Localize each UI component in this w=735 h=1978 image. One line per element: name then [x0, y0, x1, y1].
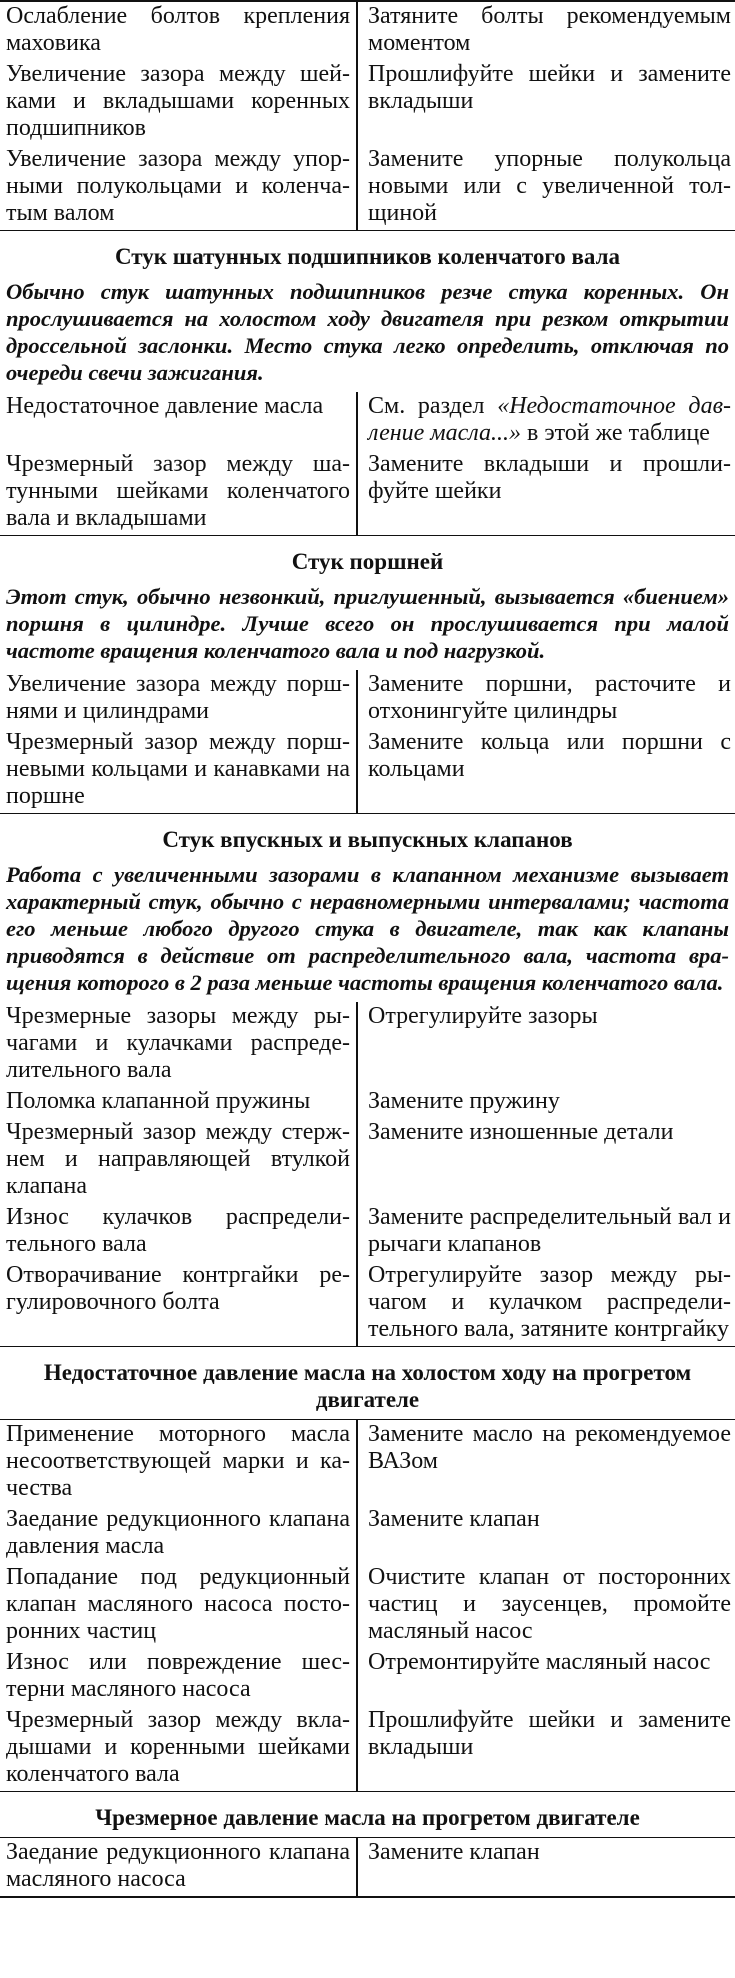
table-row — [0, 1002, 735, 1087]
table-row — [0, 1706, 735, 1791]
remedy-cell: Затяните болты рекомендуемым моментом — [368, 3, 731, 56]
cause-cell: Недостаточное давление масла — [0, 392, 358, 450]
cause-cell: Заедание редукционного клапана масляного насоса — [0, 1838, 358, 1896]
cause-cell: Применение моторного масла несоответствующей марки и качества — [0, 1420, 358, 1505]
table-row — [0, 145, 735, 230]
cause-cell: Ослабление болтов крепления маховика — [0, 2, 358, 60]
cause-cell: Заедание редукционного клапана давления масла — [0, 1505, 358, 1563]
remedy-cell: Отрегулируйте зазор между рычагом и кулачком распределительного вала, затяните контргайку — [368, 1262, 731, 1342]
cause-cell: Чрезмерный зазор между шатунными шейками коленчатого вала и вкладышами — [0, 450, 358, 535]
cause-cell: Чрезмерный зазор между стержнем и направляющей втулкой клапана — [0, 1118, 358, 1203]
table-row — [0, 1087, 735, 1118]
table-row — [0, 392, 735, 450]
table-row — [0, 670, 735, 728]
section-heading: Недостаточное давление масла на холостом ходу на прогретом двигателе — [0, 1346, 735, 1419]
remedy-cell: Замените упорные полукольца новыми или с увеличенной толщиной — [368, 146, 731, 226]
cause-cell: Попадание под редукционный клапан масляного насоса посторонних частиц — [0, 1563, 358, 1648]
remedy-cell: Замените клапан — [368, 1506, 540, 1532]
section-heading: Чрезмерное давление масла на прогретом двигателе — [0, 1791, 735, 1837]
cause-cell: Поломка клапанной пружины — [0, 1087, 358, 1118]
cause-cell: Увеличение зазора между упорными полукольцами и коленчатым валом — [0, 145, 358, 230]
cause-cell: Увеличение зазора между поршнями и цилиндрами — [0, 670, 358, 728]
table-row — [0, 1261, 735, 1346]
section-heading: Стук шатунных подшипников коленчатого вала — [0, 230, 735, 276]
table-row — [0, 1648, 735, 1706]
remedy-cell: Замените вкладыши и прошлифуйте шейки — [368, 451, 731, 504]
remedy-text: в этой же таблице — [521, 420, 710, 446]
table-row — [0, 1563, 735, 1648]
remedy-cell — [358, 392, 735, 450]
section-note: Обычно стук шатунных подшипников резче стука коренных. Он прослушивается на холостом ходу двигателя при резком открытии дроссельной заслонки. Место стука легко определить, отключая по очереди свечи зажигания. — [6, 279, 729, 385]
table-row — [0, 2, 735, 60]
remedy-cell: Замените пружину — [368, 1088, 560, 1114]
cause-cell: Чрезмерный зазор между поршневыми кольцами и канавками на поршне — [0, 728, 358, 813]
table-row — [0, 1505, 735, 1563]
remedy-cell: Замените изношенные детали — [368, 1119, 674, 1145]
table-row — [0, 1118, 735, 1203]
cause-cell: Чрезмерный зазор между вкладышами и коренными шейками коленчатого вала — [0, 1706, 358, 1791]
section-note: Работа с увеличенными зазорами в клапанном механизме вызывает характерный стук, обычно с неравномерными интервалами; частота его меньше любого другого стука в двигателе, так как клапаны приводятся в действие от распределительного вала, частота вращения которого в 2 раза меньше частоты вращения коленчатого вала. — [6, 862, 729, 995]
remedy-cell: Замените клапан — [368, 1839, 540, 1865]
table-row — [0, 60, 735, 145]
remedy-cell: Замените поршни, расточите и отхонингуйте цилиндры — [368, 671, 731, 724]
cause-cell: Чрезмерные зазоры между рычагами и кулачками распределительного вала — [0, 1002, 358, 1087]
remedy-cell: Отрегулируйте зазоры — [368, 1003, 598, 1029]
cause-cell: Износ кулачков распределительного вала — [0, 1203, 358, 1261]
section-heading: Стук впускных и выпускных клапанов — [0, 813, 735, 859]
table-row — [0, 1837, 735, 1896]
remedy-cell: Замените кольца или поршни с кольцами — [368, 729, 731, 782]
remedy-cell: Прошлифуйте шейки и замените вкладыши — [368, 1707, 731, 1760]
section-heading: Стук поршней — [0, 535, 735, 581]
cross-reference: «Недостаточное давление масла...» — [368, 393, 731, 446]
cause-cell: Отворачивание контргайки регулировочного болта — [0, 1261, 358, 1346]
remedy-cell: Замените масло на рекомендуемое ВАЗом — [368, 1421, 731, 1474]
table-row — [0, 450, 735, 535]
remedy-cell: Замените распределительный вал и рычаги клапанов — [368, 1204, 731, 1257]
remedy-cell: Прошлифуйте шейки и замените вкладыши — [368, 61, 731, 114]
remedy-cell: Очистите клапан от посторонних частиц и заусенцев, промойте масляный насос — [368, 1564, 731, 1644]
remedy-cell: Отремонтируйте масляный насос — [368, 1649, 711, 1675]
table-row — [0, 1419, 735, 1505]
table-row — [0, 728, 735, 813]
section-note: Этот стук, обычно незвонкий, приглушенный, вызывается «биением» поршня в цилиндре. Лучше всего он прослушивается при малой частоте вращения коленчатого вала и под нагрузкой. — [6, 584, 729, 663]
cause-cell: Износ или повреждение шестерни масляного насоса — [0, 1648, 358, 1706]
table-row — [0, 1203, 735, 1261]
remedy-text: См. раздел — [368, 393, 498, 419]
cause-cell: Увеличение зазора между шейками и вкладышами коренных подшипников — [0, 60, 358, 145]
